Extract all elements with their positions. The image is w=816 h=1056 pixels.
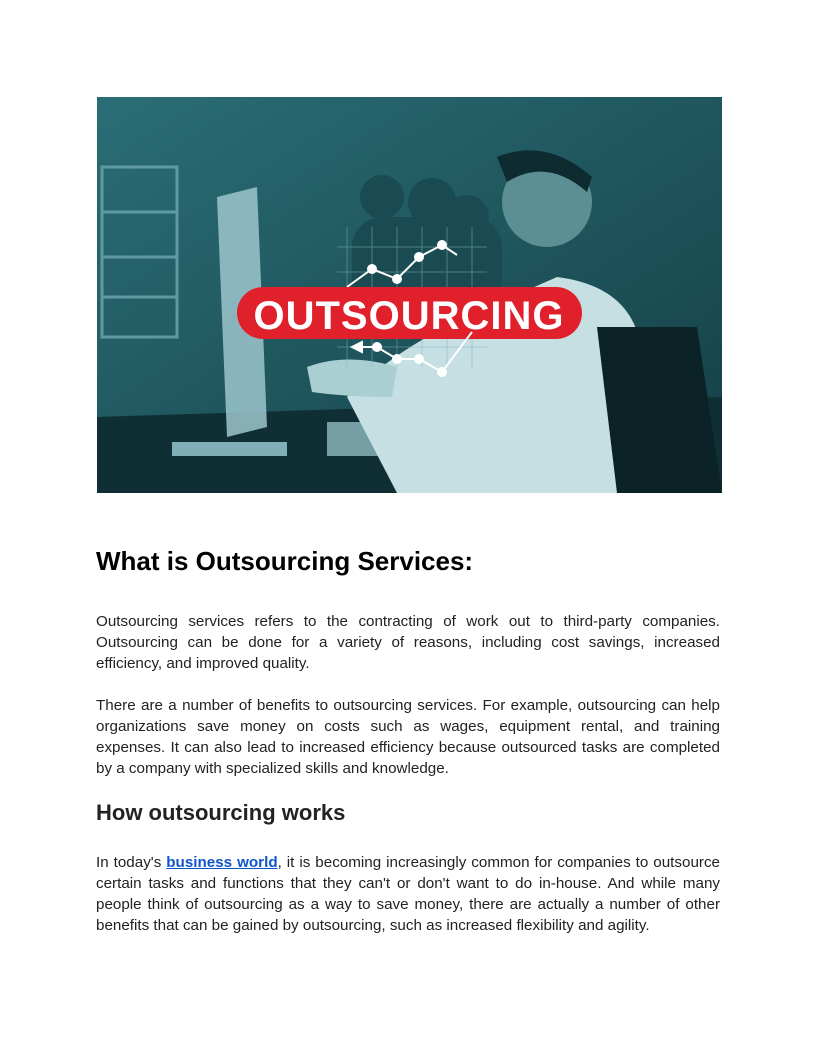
- benefits-paragraph: There are a number of benefits to outsourcing services. For example, outsourcing can help organizations save money on costs such as wages, equipment rental, and training expenses. It can also lead to increased efficiency because outsourced tasks are completed by a company with specialized skills and knowledge.: [96, 697, 720, 777]
- banner-text: OUTSOURCING: [253, 294, 565, 338]
- outsourcing-illustration: [97, 97, 722, 493]
- paragraph-text: , it is becoming increasingly common for companies to outsource certain tasks and functions that they can't or don't want to do in-house. And while many people think of outsourcing as a way to save money, there are actually a number of other benefits that can be gained by outsourcing, such as increased flexibility and agility.: [96, 854, 720, 934]
- hero-image: [97, 97, 722, 493]
- business-world-link[interactable]: business world: [166, 854, 278, 871]
- how-it-works-paragraph: [96, 852, 720, 936]
- intro-paragraph: Outsourcing services refers to the contracting of work out to third-party companies. Outsourcing can be done for a variety of reasons, including cost savings, increased efficiency, and improved quality.: [96, 613, 720, 672]
- section-heading: How outsourcing works: [96, 800, 346, 825]
- paragraph-text: In today's: [96, 854, 167, 871]
- page-heading: What is Outsourcing Services:: [96, 546, 474, 576]
